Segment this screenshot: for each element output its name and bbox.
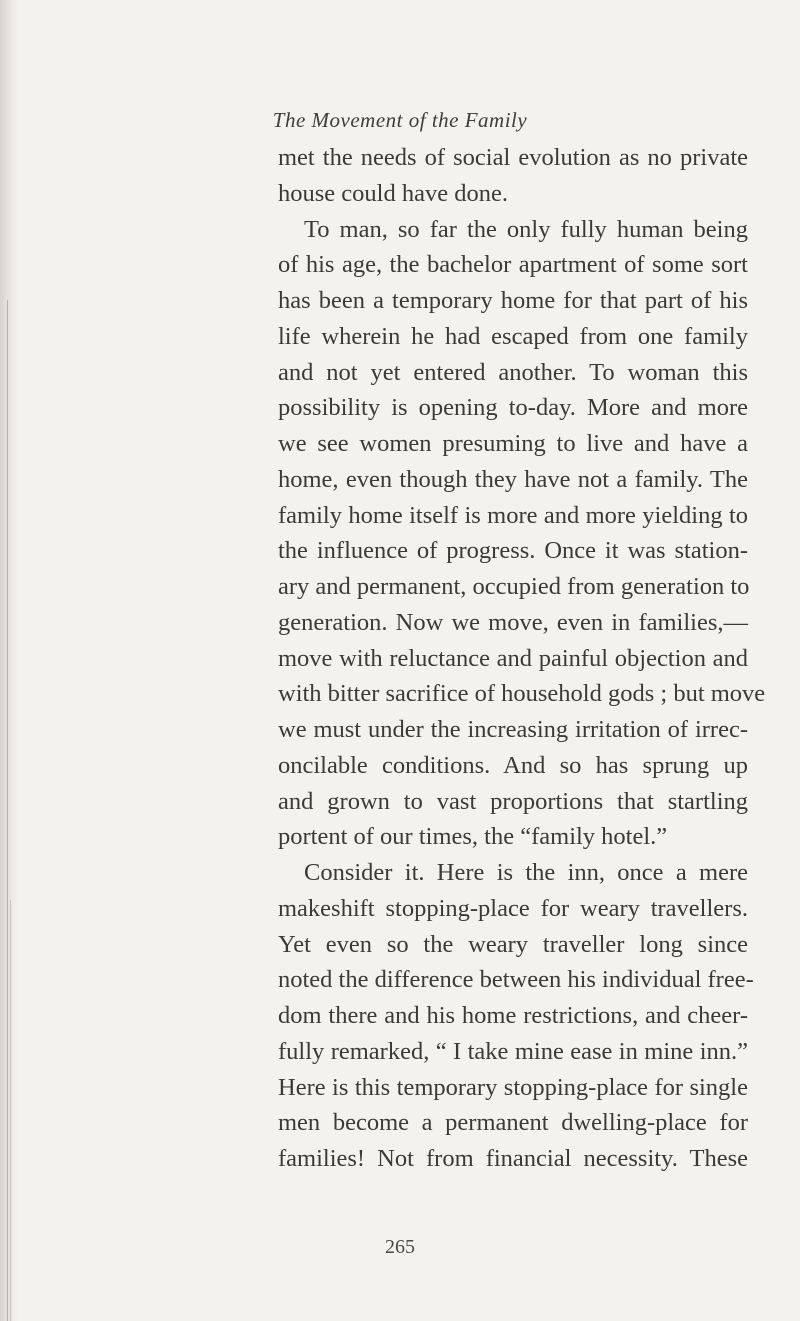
text-line: makeshift stopping-place for weary travellers. [278,894,748,922]
body-text [278,140,766,1177]
gutter-edge-line [7,300,8,1321]
text-line: family home itself is more and more yielding to [278,501,748,529]
text-line: we see women presuming to live and have a [278,430,748,457]
text-line: To man, so far the only fully human being [304,215,748,243]
text-line: with bitter sacrifice of household gods ; but move [278,680,766,708]
text-line: fully remarked, “ I take mine ease in mine inn.” [278,1037,748,1065]
text-line: and grown to vast proportions that startling [278,787,748,815]
text-line: noted the difference between his individual free- [278,966,754,994]
text-line: home, even though they have not a family. The [278,465,748,493]
page-number: 265 [385,1236,415,1258]
text-line: met the needs of social evolution as no private [278,144,748,171]
text-line: generation. Now we move, even in families,— [278,608,748,636]
text-line: dom there and his home restrictions, and cheer- [278,1002,748,1029]
text-line: ary and permanent, occupied from generation to [278,573,750,600]
text-line: men become a permanent dwelling-place for [278,1109,748,1137]
text-line: Here is this temporary stopping-place for single [278,1073,748,1101]
text-line: house could have done. [278,179,508,207]
running-head: The Movement of the Family [272,108,528,132]
text-line: life wherein he had escaped from one family [278,322,748,350]
text-line: oncilable conditions. And so has sprung up [278,751,748,779]
text-line: Yet even so the weary traveller long since [278,930,748,958]
text-line: we must under the increasing irritation of irrec- [278,716,748,743]
text-line: Consider it. Here is the inn, once a mere [304,859,748,886]
text-line: possibility is opening to-day. More and more [278,394,748,422]
text-line: and not yet entered another. To woman this [278,358,748,386]
text-line: of his age, the bachelor apartment of some sort [278,251,748,279]
text-line: portent of our times, the “family hotel.” [278,823,668,851]
text-line: the influence of progress. Once it was station- [278,537,748,565]
text-line: move with reluctance and painful objection and [278,644,748,672]
text-line: families! Not from financial necessity. These [278,1145,748,1172]
binding-gutter [0,0,18,1321]
text-line: has been a temporary home for that part of his [278,287,748,314]
